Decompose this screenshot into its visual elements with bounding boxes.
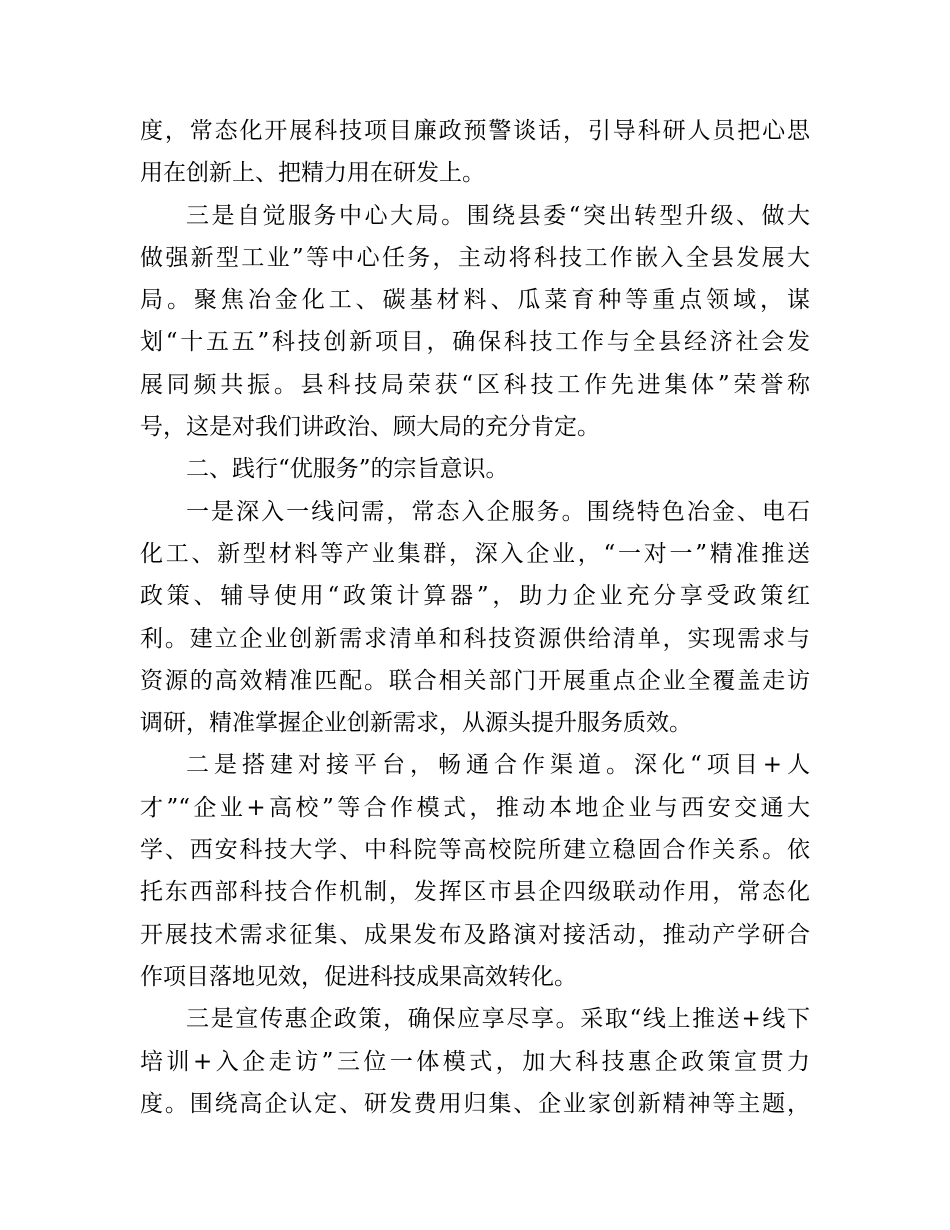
paragraph-heading-line-3: 三是自觉服务中心大局。围绕县委“突出转型升级、做大 bbox=[186, 202, 810, 229]
text-line-20: 开展技术需求征集、成果发布及路演对接活动，推动产学研合 bbox=[140, 921, 810, 948]
text-line-15: 调研，精准掌握企业创新需求，从源头提升服务质效。 bbox=[140, 710, 692, 737]
text-line-4: 做强新型工业”等中心任务，主动将科技工作嵌入全县发展大 bbox=[140, 244, 810, 271]
text-line-13: 利。建立企业创新需求清单和科技资源供给清单，实现需求与 bbox=[140, 625, 810, 652]
text-line-19: 托东西部科技合作机制，发挥区市县企四级联动作用，常态化 bbox=[140, 879, 810, 906]
text-line-24: 度。围绕高企认定、研发费用归集、企业家创新精神等主题， bbox=[140, 1090, 810, 1117]
text-line-18: 学、西安科技大学、中科院等高校院所建立稳固合作关系。依 bbox=[140, 837, 810, 864]
text-line-14: 资源的高效精准匹配。联合相关部门开展重点企业全覆盖走访 bbox=[140, 667, 810, 694]
text-line-12: 政策、辅导使用“政策计算器”，助力企业充分享受政策红 bbox=[140, 583, 810, 610]
section-heading: 二、践行“优服务”的宗旨意识。 bbox=[186, 456, 509, 483]
text-line-17: 才”“企业+高校”等合作模式，推动本地企业与西安交通大 bbox=[140, 794, 810, 821]
text-line-11: 化工、新型材料等产业集群，深入企业，“一对一”精准推送 bbox=[140, 540, 810, 567]
text-line-8: 号，这是对我们讲政治、顾大局的充分肯定。 bbox=[140, 414, 600, 441]
paragraph-heading-line-10: 一是深入一线问需，常态入企服务。围绕特色冶金、电石 bbox=[186, 498, 810, 525]
text-line-2: 用在创新上、把精力用在研发上。 bbox=[140, 160, 485, 187]
text-line-7: 展同频共振。县科技局荣获“区科技工作先进集体”荣誉称 bbox=[140, 371, 810, 398]
text-line-21: 作项目落地见效，促进科技成果高效转化。 bbox=[140, 963, 577, 990]
paragraph-heading-line-16: 二是搭建对接平台，畅通合作渠道。深化“项目+人 bbox=[186, 752, 810, 779]
text-line-1: 度，常态化开展科技项目廉政预警谈话，引导科研人员把心思 bbox=[140, 118, 810, 144]
paragraph-heading-line-22: 三是宣传惠企政策，确保应享尽享。采取“线上推送+线下 bbox=[186, 1006, 810, 1033]
document-page bbox=[140, 110, 810, 1125]
text-line-6: 划“十五五”科技创新项目，确保科技工作与全县经济社会发 bbox=[140, 329, 810, 356]
text-line-23: 培训+入企走访”三位一体模式，加大科技惠企政策宣贯力 bbox=[140, 1048, 810, 1075]
text-line-5: 局。聚焦冶金化工、碳基材料、瓜菜育种等重点领域，谋 bbox=[140, 287, 810, 314]
